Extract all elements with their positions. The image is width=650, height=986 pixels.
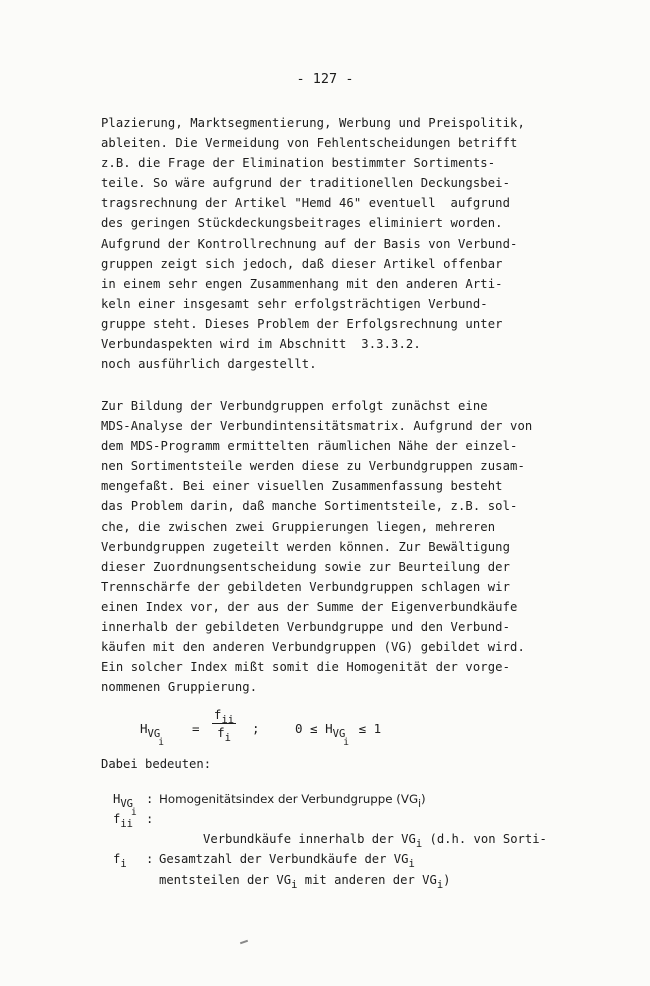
text-line: das Problem darin, daß manche Sortimentsteile, z.B. sol- <box>101 499 518 514</box>
text-line: in einem sehr engen Zusammenhang mit den anderen Arti- <box>101 276 503 291</box>
text-part: mit anderen der VG <box>297 873 437 887</box>
definitions-intro: Dabei bedeuten: <box>101 757 212 771</box>
definition-h <box>113 789 543 818</box>
text-subscript: i <box>291 879 298 891</box>
text-line: che, die zwischen zwei Gruppierungen liegen, mehreren <box>101 519 496 534</box>
text-part: ) <box>421 792 426 806</box>
text-line: MDS-Analyse der Verbundintensitätsmatrix. Aufgrund der von <box>101 419 533 434</box>
range-right: ≤ 1 <box>358 721 382 736</box>
symbol-f: f <box>113 852 121 866</box>
definition-colon: : <box>146 792 154 806</box>
text-subscript: i <box>415 838 423 850</box>
text-part: Homogenitätsindex der Verbundgruppe (VG <box>159 792 419 806</box>
formula-h: H <box>140 721 148 736</box>
range-left: 0 ≤ H <box>295 721 333 736</box>
definition-fi <box>113 849 543 869</box>
formula-vg-subscript: VG <box>147 728 161 740</box>
formula-semicolon: ; <box>252 721 260 736</box>
page-number: - 127 - <box>296 71 354 87</box>
definition-symbol <box>113 809 133 830</box>
definition-line-2 <box>159 870 547 891</box>
text-line: Verbundgruppen zugeteilt werden können. Zur Bewältigung <box>101 539 511 554</box>
text-subscript: i <box>436 879 444 891</box>
formula-range <box>295 721 382 748</box>
text-part: mentsteilen der VG <box>159 873 292 887</box>
definition-line-1 <box>203 832 547 850</box>
text-line: nen Sortimentsteile werden diese zu Verbundgruppen zusam- <box>101 459 525 474</box>
range-i-subscript: i <box>343 737 350 748</box>
numerator-symbol: f <box>213 707 222 722</box>
denominator-subscript: i <box>224 732 231 744</box>
symbol-f: f <box>113 812 121 826</box>
text-line: Ein solcher Index mißt somit die Homogenität der vorge- <box>101 660 511 675</box>
text-line: käufen mit den anderen Verbundgruppen (VG) gebildet wird. <box>101 640 525 655</box>
homogeneity-formula <box>140 707 440 751</box>
definition-symbol <box>113 789 139 818</box>
text-subscript: i <box>418 798 422 810</box>
denominator-symbol: f <box>217 725 225 740</box>
text-line: innerhalb der gebildeten Verbundgruppe und den Verbund- <box>101 620 511 635</box>
range-vg-subscript: VG <box>332 728 346 740</box>
scan-mark <box>240 940 248 945</box>
text-subscript: i <box>408 858 415 870</box>
symbol-i-subscript: i <box>120 858 127 870</box>
text-line: gruppe steht. Dieses Problem der Erfolgsrechnung unter <box>101 316 503 331</box>
text-line: Aufgrund der Kontrollrechnung auf der Basis von Verbund- <box>101 236 518 251</box>
paragraph-2 <box>101 396 561 697</box>
text-line: noch ausführlich dargestellt. <box>101 357 317 372</box>
text-line: teile. So wäre aufgrund der traditionellen Deckungsbei- <box>101 176 511 191</box>
symbol-h: H <box>113 792 121 806</box>
paragraph-1 <box>101 113 561 374</box>
definition-symbol <box>113 849 127 870</box>
fraction-denominator <box>212 725 236 744</box>
text-line: Verbundaspekten wird im Abschnitt 3.3.3.2. <box>101 337 421 352</box>
symbol-ii-subscript: ii <box>120 818 133 830</box>
definitions-list <box>113 789 547 891</box>
formula-fraction <box>212 707 236 744</box>
text-line: einen Index vor, der aus der Summe der Eigenverbundkäufe <box>101 599 518 614</box>
fraction-numerator <box>212 707 236 726</box>
text-line: tragsrechnung der Artikel "Hemd 46" eventuell aufgrund <box>101 196 511 211</box>
definition-text <box>159 809 547 931</box>
text-part: ) <box>443 873 451 887</box>
text-line: mengefaßt. Bei einer visuellen Zusammenfassung besteht <box>101 479 503 494</box>
formula-equals: = <box>192 721 200 736</box>
text-line: Trennschärfe der gebildeten Verbundgruppen schlagen wir <box>101 579 511 594</box>
definition-text <box>159 849 415 870</box>
text-line: keln einer insgesamt sehr erfolgsträchtigen Verbund- <box>101 296 488 311</box>
text-line: des geringen Stückdeckungsbeitrages eliminiert worden. <box>101 216 503 231</box>
symbol-vg-subscript: VG <box>120 798 133 810</box>
text-line: Zur Bildung der Verbundgruppen erfolgt zunächst eine <box>101 399 488 413</box>
text-line: Plazierung, Marktsegmentierung, Werbung und Preispolitik, <box>101 116 525 130</box>
formula-i-subscript: i <box>158 737 164 748</box>
definition-colon: : <box>146 812 154 826</box>
text-part: Gesamtzahl der Verbundkäufe der VG <box>159 852 409 866</box>
text-line: gruppen zeigt sich jedoch, daß dieser Artikel offenbar <box>101 256 503 271</box>
text-part: (d.h. von Sorti- <box>422 832 547 846</box>
formula-lhs <box>140 721 166 748</box>
text-part: Verbundkäufe innerhalb der VG <box>203 832 416 846</box>
numerator-subscript: ii <box>221 714 235 726</box>
text-line: dem MDS-Programm ermittelten räumlichen Nähe der einzel- <box>101 439 518 454</box>
text-line: nommenen Gruppierung. <box>101 680 258 695</box>
text-line: z.B. die Frage der Elimination bestimmter Sortiments- <box>101 156 496 171</box>
definition-text <box>159 789 426 810</box>
definition-colon: : <box>146 852 154 866</box>
text-line: dieser Zuordnungsentscheidung sowie zur Beurteilung der <box>101 559 511 574</box>
text-line: ableiten. Die Vermeidung von Fehlentscheidungen betrifft <box>101 136 518 151</box>
symbol-i-subscript: i <box>131 807 137 818</box>
